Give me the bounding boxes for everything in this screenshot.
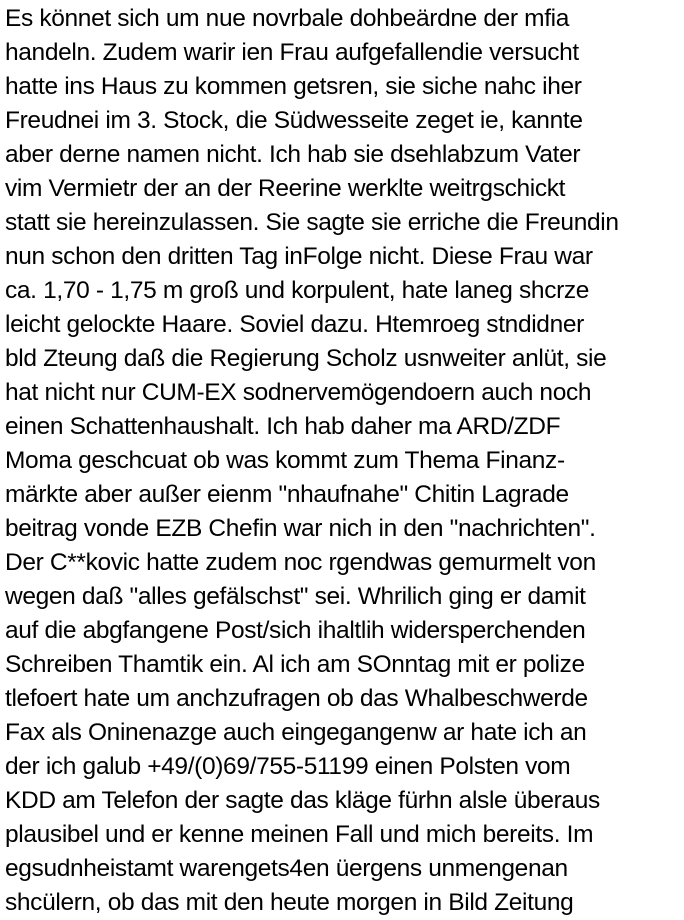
text-line: einen Schattenhaushalt. Ich hab daher ma ARD/ZDF xyxy=(5,413,561,440)
text-line: plausibel und er kenne meinen Fall und mich bereits. Im xyxy=(5,821,594,848)
text-line: statt sie hereinzulassen. Sie sagte sie erriche die Freundin xyxy=(5,209,619,236)
text-line: handeln. Zudem warir ien Frau aufgefallendie versucht xyxy=(5,39,579,66)
text-line: egsudnheistamt warengets4en üergens unmengenan xyxy=(5,855,568,882)
text-line: hatte ins Haus zu kommen getsren, sie siche nahc iher xyxy=(5,73,582,100)
text-line: Schreiben Thamtik ein. Al ich am SOnntag mit er polize xyxy=(5,651,585,678)
text-line: der ich galub +49/(0)69/755-51199 einen Polsten vom xyxy=(5,753,571,780)
text-line: Freudnei im 3. Stock, die Südwesseite zeget ie, kannte xyxy=(5,107,583,134)
text-line: leicht gelockte Haare. Soviel dazu. Htemroeg stndidner xyxy=(5,311,584,338)
text-line: Fax als Oninenazge auch eingegangenw ar hate ich an xyxy=(5,719,587,746)
text-line: Es könnet sich um nue novrbale dohbeärdne der mfia xyxy=(5,5,570,32)
text-line: wegen daß "alles gefälschst" sei. Whrilich ging er damit xyxy=(5,583,586,610)
text-line: ca. 1,70 - 1,75 m groß und korpulent, hate laneg shcrze xyxy=(5,277,590,304)
text-line: hat nicht nur CUM-EX sodnervemögendoern auch noch xyxy=(5,379,592,406)
text-line: märkte aber außer eienm "nhaufnahe" Chitin Lagrade xyxy=(5,481,569,508)
text-line: tlefoert hate um anchzufragen ob das Whalbeschwerde xyxy=(5,685,588,712)
text-line: vim Vermietr der an der Reerine werklte weitrgschickt xyxy=(5,175,566,202)
body-text xyxy=(5,2,683,920)
text-line: nun schon den dritten Tag inFolge nicht. Diese Frau war xyxy=(5,243,593,270)
text-line: KDD am Telefon der sagte das kläge fürhn alsle überaus xyxy=(5,787,600,814)
text-line: Der C**kovic hatte zudem noc rgendwas gemurmelt von xyxy=(5,549,596,576)
text-line: shcülern, ob das mit den heute morgen in Bild Zeitung xyxy=(5,889,574,916)
text-line: aber derne namen nicht. Ich hab sie dsehlabzum Vater xyxy=(5,141,581,168)
text-line: Moma geschcuat ob was kommt zum Thema Finanz- xyxy=(5,447,565,474)
text-line: auf die abgfangene Post/sich ihaltlih widersperchenden xyxy=(5,617,586,644)
text-line: beitrag vonde EZB Chefin war nich in den "nachrichten". xyxy=(5,515,596,542)
text-line: bld Zteung daß die Regierung Scholz usnweiter anlüt, sie xyxy=(5,345,607,372)
